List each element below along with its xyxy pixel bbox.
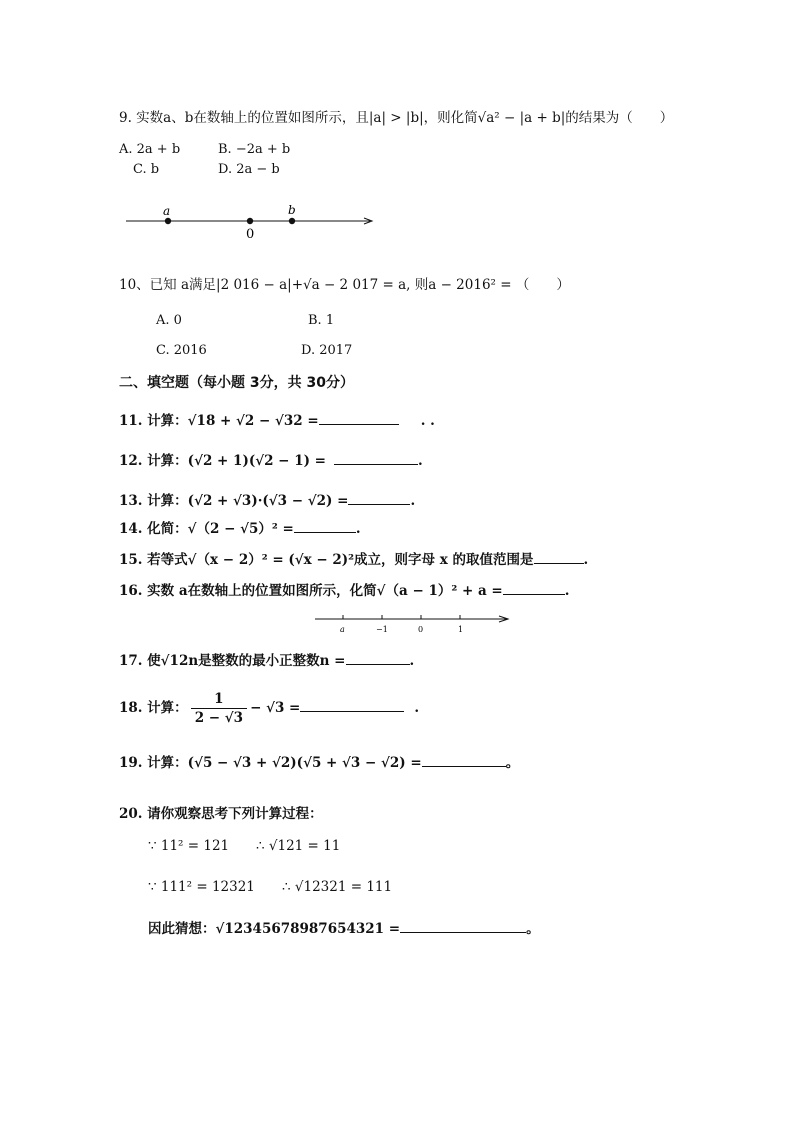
q16-label-a: a — [340, 625, 345, 634]
section-heading: 二、填空题（每小题 3分，共 30分） — [119, 375, 354, 391]
question-17 — [119, 650, 414, 671]
q11-answer-blank[interactable] — [319, 410, 399, 425]
q20-line1b: ∴ √121 = 11 — [256, 838, 341, 854]
q13-end: . — [410, 493, 416, 509]
q20-line3 — [148, 918, 540, 939]
question-16 — [119, 580, 569, 601]
q20-answer-blank[interactable] — [400, 918, 526, 933]
q17-end: . — [409, 653, 415, 669]
q14-text: 14. 化简：√（2 − √5）² = — [119, 521, 294, 537]
question-12 — [119, 450, 423, 471]
question-19 — [119, 752, 519, 773]
q9-label-b: b — [288, 203, 296, 217]
q19-end: 。 — [505, 755, 520, 771]
q9-label-a: a — [163, 204, 171, 218]
q16-label-1: 1 — [458, 625, 464, 634]
q16-label-neg1: −1 — [376, 625, 388, 634]
q20-line2b: ∴ √12321 = 111 — [282, 879, 393, 895]
q9-point-zero — [247, 218, 253, 224]
q11-text: 11. 计算：√18 + √2 − √32 = — [119, 413, 319, 429]
q20-line3-text: 因此猜想：√12345678987654321 = — [148, 921, 401, 937]
q9-label-zero: 0 — [246, 227, 255, 242]
q15-text: 15. 若等式√（x − 2）² = (√x − 2)²成立，则字母 x 的取值范围是 — [119, 552, 534, 568]
q9-option-a: A. 2a + b — [119, 142, 181, 157]
q15-answer-blank[interactable] — [534, 549, 584, 564]
question-9-stem — [119, 108, 673, 128]
q12-end: . — [418, 453, 423, 469]
q9-option-d: D. 2a − b — [218, 162, 280, 177]
q19-answer-blank[interactable] — [422, 752, 506, 767]
q18-answer-blank[interactable] — [300, 697, 404, 712]
q16-label-0: 0 — [418, 625, 424, 634]
q10-option-a: A. 0 — [156, 313, 182, 328]
q17-text: 17. 使√12n是整数的最小正整数n = — [119, 653, 346, 669]
q20-line1a: ∵ 11² = 121 — [148, 838, 230, 854]
q9-point-a — [165, 218, 171, 224]
q10-option-c: C. 2016 — [156, 343, 207, 358]
q11-tail: . . — [420, 413, 435, 429]
q18-prefix: 18. 计算： — [119, 700, 188, 716]
q15-end: . — [583, 552, 589, 568]
q10-option-b: B. 1 — [308, 313, 335, 328]
question-13 — [119, 490, 415, 511]
q9-option-b: B. −2a + b — [218, 142, 291, 157]
q9-point-b — [289, 218, 295, 224]
question-14 — [119, 518, 361, 539]
q9-option-c: C. b — [133, 162, 160, 177]
q18-denominator: 2 − √3 — [194, 710, 244, 726]
q18-numerator: 1 — [191, 690, 247, 709]
question-18 — [119, 688, 419, 728]
question-9-text: 9. 实数a、b在数轴上的位置如图所示，且|a| > |b|，则化简√a² − |a + b|的结果为（ ） — [119, 110, 674, 126]
q16-answer-blank[interactable] — [503, 580, 565, 595]
q20-end: 。 — [526, 921, 540, 937]
q12-text: 12. 计算：(√2 + 1)(√2 − 1) = — [119, 453, 326, 469]
question-20-title: 20. 请你观察思考下列计算过程： — [119, 806, 323, 822]
q17-answer-blank[interactable] — [346, 650, 410, 665]
q12-answer-blank[interactable] — [334, 450, 418, 465]
question-11 — [119, 410, 435, 431]
q13-text: 13. 计算：(√2 + √3)·(√3 − √2) = — [119, 493, 349, 509]
q13-answer-blank[interactable] — [348, 490, 410, 505]
q9-number-line — [120, 200, 380, 250]
q14-answer-blank[interactable] — [294, 518, 356, 533]
q16-text: 16. 实数 a在数轴上的位置如图所示，化简√（a − 1）² + a = — [119, 583, 503, 599]
q16-end: . — [564, 583, 570, 599]
q18-rest: − √3 = — [250, 700, 301, 716]
q16-number-line — [315, 608, 515, 636]
q14-end: . — [355, 521, 361, 537]
q10-option-d: D. 2017 — [301, 343, 353, 358]
q18-fraction — [191, 690, 247, 727]
q19-text: 19. 计算：(√5 − √3 + √2)(√5 + √3 − √2) = — [119, 755, 422, 771]
question-10-stem: 10、已知 a满足|2 016 − a|+√a − 2 017 = a, 则a − 2016² = （ ） — [119, 277, 570, 293]
q20-line2a: ∵ 111² = 12321 — [148, 879, 255, 895]
q18-end: . — [414, 700, 420, 716]
question-15 — [119, 549, 588, 570]
